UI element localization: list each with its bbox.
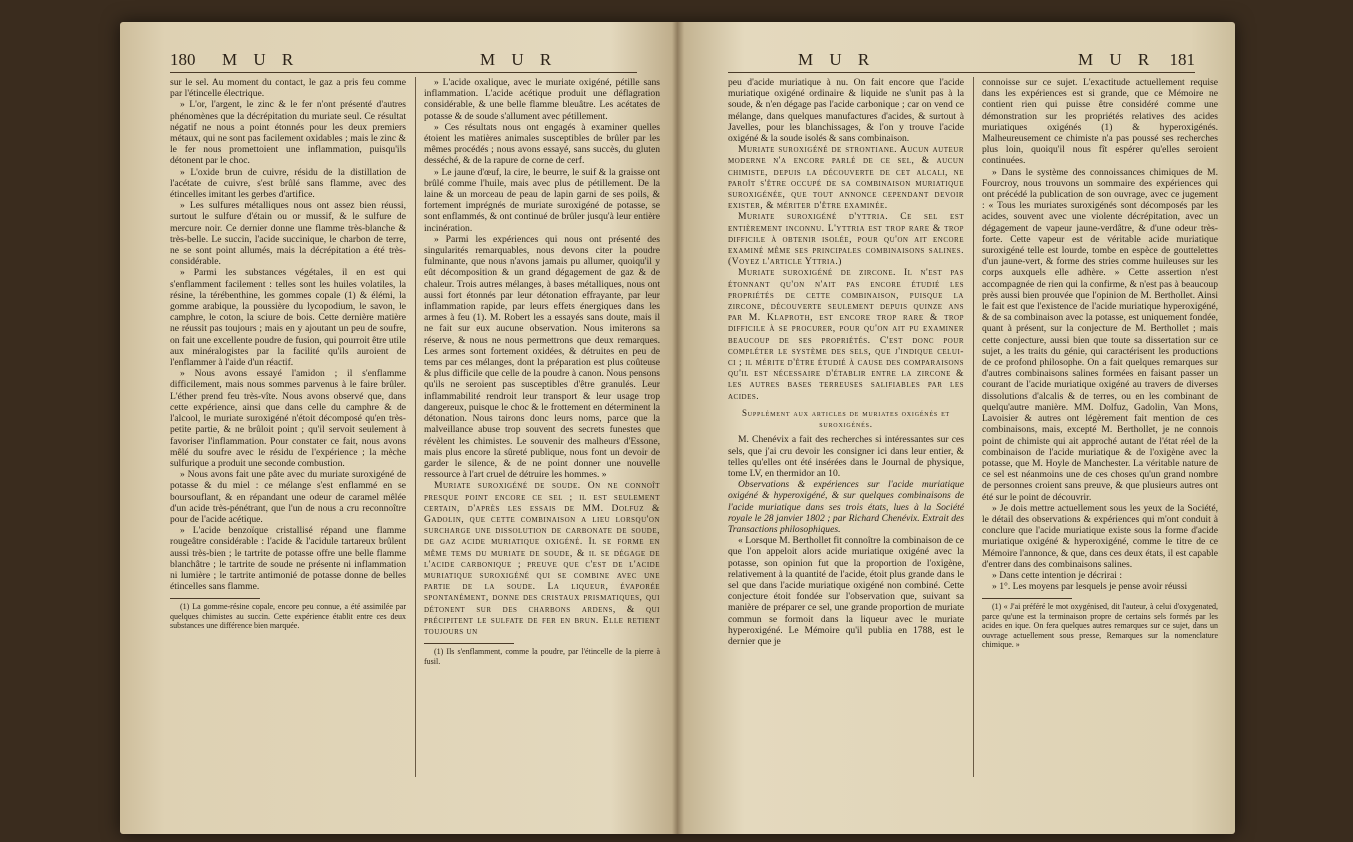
left-page-column-1: [170, 77, 406, 777]
paragraph: » Dans le système des connoissances chimiques de M. Fourcroy, nous trouvons un sommaire des expériences qui ont précédé la publication de son ouvrage, avec ce jugement : « Tous les muriates suroxigénés sont décomposés par les acides, souvent avec une violente décrépitation, avec un dégagement de vapeur jaune-verdâtre, & d'une odeur très-forte. Cette vapeur est de véritable acide muriatique suroxigéné telle est lourde, tombe en espèce de gouttelettes d'un jaune-vert, & forme des stries comme huileuses sur les corps auxquels elle adhère. » Cette assertion n'est accompagnée de rien qui la confirme, & n'est pas à beaucoup près aussi bien prouvée que l'opinion de M. Berthollet. Ainsi le fait est que l'existence de l'acide muriatique hyperoxigéné, & de sa combinaison avec la potasse, est uniquement fondée, quant à présent, sur la conjecture de M. Berthollet ; mais cette conjecture, aussi bien que toute sa dissertation sur ce sujet, a les traits du génie, qui caractérisent les productions de ce profond philosophe. On a fait quelques remarques sur d'autres combinaisons salines formées en faisant passer un courant de l'acide muriatique oxigéné au travers de diverses dissolutions d'alcalis & de terres, ou en les combinant de quelqu'autre manière. MM. Dolfuz, Gadolin, Van Mons, Lavoisier & autres ont légèrement fait mention de ces combinaisons, mais, excepté M. Berthollet, je ne connois point de chimiste qui ait approché autant de l'état réel de la combinaison de l'acide muriatique & de l'oxigène avec la potasse, que M. Hoyle de Manchester. La véritable nature de ce sel est néanmoins une de ces choses qu'un grand nombre de personnes croient sans preuve, & que plusieurs autres ont été sur le point de découvrir.: [982, 166, 1218, 503]
footnote-rule: [982, 598, 1072, 599]
left-page-header: [170, 50, 637, 72]
footnote: (1) Ils s'enflamment, comme la poudre, par l'étincelle de la pierre à fusil.: [424, 647, 660, 666]
section-title: Supplément aux articles de muriates oxigénés et suroxigénés.: [741, 407, 951, 430]
left-page-column-2: [415, 77, 660, 777]
page-number: 181: [1169, 50, 1195, 69]
paragraph: Observations & expériences sur l'acide muriatique oxigéné & hyperoxigéné, & sur quelques combinaisons de l'acide muriatique dans ses trois états, lues à la Société royale le 28 janvier 1802 ; par Richard Chenévix. Extrait des Transactions philosophiques.: [728, 479, 964, 535]
paragraph: connoisse sur ce sujet. L'exactitude actuellement requise dans les expériences est si grande, que ce Mémoire ne contient rien qui puisse être considéré comme une démonstration sur les propriétés relatives des acides muriatiques oxigénés (1) & hyperoxigénés. Malheureusement ce chimiste n'a pas poussé ses recherches plus loin, quoiqu'il nous fît espérer qu'elles seroient continuées.: [982, 77, 1218, 167]
paragraph: » Dans cette intention je décrirai :: [992, 569, 1122, 581]
paragraph: » L'or, l'argent, le zinc & le fer n'ont présenté d'autres phénomènes que la décrépitation du muriate seul. Ce résultat négatif ne nous a point étonnés pour les deux premiers métaux, qui ne sont pas facilement oxidables ; mais le zinc & le fer nous promettoient une inflammation, puisqu'ils détonent par le choc.: [170, 99, 406, 167]
left-page: [120, 22, 677, 834]
paragraph: » Je dois mettre actuellement sous les yeux de la Société, le détail des observations & expériences qui m'ont conduit à conclure que l'acide muriatique existe sous la forme d'acide muriatique oxigéné & hyperoxigéné, comme le titre de ce Mémoire l'annonce, & que, dans ces deux états, il est capable d'entrer dans des combinaisons salines.: [982, 502, 1218, 570]
header-rule: [170, 72, 637, 73]
running-title: M U R: [1078, 50, 1156, 69]
paragraph: » Ces résultats nous ont engagés à examiner quelles étoient les matières animales susceptibles de brûler par les mêmes procédés ; nous avons essayé, sans succès, du gluten desséché, & de la rapure de corne de cerf.: [424, 121, 660, 167]
entry-paragraph: Muriate suroxigéné d'yttria. Ce sel est entièrement inconnu. L'yttria est trop rare & trop difficile à obtenir isolée, pour qu'on ait encore examiné même ses principales combinaisons salines. (Voyez l'article Yttria.): [728, 211, 964, 268]
paragraph: » L'acide benzoïque cristallisé répand une flamme rougeâtre considérable : l'acide & l'acidule tartareux brûlent aussi très-bien ; le tartrite de potasse offre une belle flamme blanchâtre ; le tartrite de soude ne présente ni inflammation ni lumière ; le tartrite antimonié de potasse donne de belles étincelles sans flamme.: [170, 525, 406, 593]
right-page: [678, 22, 1235, 834]
entry-paragraph: Muriate suroxigéné de soude. On ne connoît presque point encore ce sel ; il est seulement certain, d'après les essais de MM. Dolfuz & Gadolin, que cette combinaison a lieu lorsqu'on surcharge une dissolution de carbonate de soude, de gaz acide muriatique oxigéné. Il se forme en même tems du muriate de soude, & il se dégage de l'acide carbonique ; preuve que c'est de l'acide muriatique suroxigéné qui se combine avec une partie de la soude. La liqueur, évaporée spontanément, donne des cristaux prismatiques, qui détonent sur des charbons ardens, & qui précipitent le sulfate de fer en brun. Elle retient toujours un: [424, 480, 660, 637]
paragraph: » 1°. Les moyens par lesquels je pense avoir réussi: [992, 581, 1188, 593]
running-title: M U R: [222, 50, 300, 69]
entry-paragraph: Muriate suroxigéné de zircone. Il n'est pas étonnant qu'on n'ait pas encore étudié les propriétés de cette combinaison, puisque la zircone, découverte seulement depuis quinze ans par M. Klaproth, est encore trop rare & trop difficile à se procurer, pour qu'on ait pu examiner beaucoup de ses propriétés. C'est donc pour compléter le système des sels, que j'indique celui-ci ; il mérite d'être étudié à cause des comparaisons qu'il est nécessaire d'établir entre la zircone & les autres bases terreuses salifiables par les acides.: [728, 267, 964, 402]
paragraph: » Nous avons essayé l'amidon ; il s'enflamme difficilement, mais nous sommes parvenus à le faire brûler. L'éther prend feu très-vîte. Nous avons observé que, dans cette expérience, ainsi que dans celle du camphre & de l'alcool, le muriate suroxigéné n'étoit décomposé qu'en très-petite partie, & ne brûloit point ; qu'il servoit seulement à favoriser l'inflammation. Pour constater ce fait, nous avons mêlé du soufre avec le résidu de l'expérience ; la mèche sulfurique a produit une seconde combustion.: [170, 368, 406, 469]
paragraph: « Lorsque M. Berthollet fit connoître la combinaison de ce que l'on appeloit alors acide muriatique oxigéné avec la potasse, son opinion fut que la proportion de l'oxigène, relativement à la quantité de l'acide, étoit plus grande dans le sel que dans l'acide muriatique oxigéné non combiné. Cette conjecture étoit fondée sur l'observation que, suivant sa manière de préparer ce sel, une grande proportion de muriate commun se formoit dans la liqueur avec le muriate hyperoxigéné. Le Mémoire qu'il publia en 1788, est le dernier que je: [728, 535, 964, 647]
footnote-rule: [424, 643, 514, 644]
paragraph: » Les sulfures métalliques nous ont assez bien réussi, surtout le sulfure d'étain ou or mussif, & le sulfure de mercure noir. Ce dernier donne une flamme très-blanche & très-belle. Le succin, l'acide succinique, le charbon de terre, ne se sont point allumés, mais la décrépitation a été très-considérable.: [170, 200, 406, 268]
right-page-column-1: [728, 77, 964, 777]
paragraph: peu d'acide muriatique à nu. On fait encore que l'acide muriatique oxigéné ordinaire & liquide ne s'unit pas à la soude, & n'en dégage pas l'acide carbonique ; car on vend ce mélange, dans quelques manufactures d'acides, & surtout à Javelles, pour les blanchissages, & l'on y trouve l'acide oxigéné & la soude isolés & sans combinaison.: [728, 77, 964, 145]
paragraph: » Parmi les substances végétales, il en est qui s'enflamment facilement : telles sont les huiles volatiles, la résine, la térébenthine, les gommes copale (1) & élémi, la gomme arabique, la poussière du lycopodium, le savon, le camphre, le coton, la sciure de bois. Cette dernière matière ne réussit pas toujours ; mais en y ajoutant un peu de soufre, on fait une excellente poudre de fusion, qui pourroit être utile aux minéralogistes par la facilité qu'ils auroient de l'enflammer à l'aide d'un réactif.: [170, 267, 406, 369]
running-title: M U R: [798, 50, 876, 69]
book-spread: [120, 22, 1235, 834]
page-number: 180: [170, 50, 196, 69]
paragraph: sur le sel. Au moment du contact, le gaz a pris feu comme par l'étincelle électrique.: [170, 77, 406, 100]
entry-paragraph: Muriate suroxigéné de strontiane. Aucun auteur moderne n'a encore parlé de ce sel, & aucun chimiste, depuis la découverte de cet alcali, ne paroît s'être occupé de sa combinaison muriatique suroxigénée, que tout annonce cependant devoir exister, & mériter d'être examinée.: [728, 144, 964, 212]
paragraph: » L'acide oxalique, avec le muriate oxigéné, pétille sans inflammation. L'acide acétique produit une déflagration considérable, & une belle flamme bleuâtre. Les acétates de potasse & de soude s'allument avec pétillement.: [424, 77, 660, 122]
footnote-rule: [170, 598, 260, 599]
running-title: M U R: [480, 50, 558, 69]
paragraph: » Parmi les expériences qui nous ont présenté des singularités remarquables, nous devons citer la poudre fulminante, que nous n'avons jamais pu allumer, quoiqu'il y eût décomposition & un grand dégagement de gaz & de chaleur. Trois autres mélanges, à bases métalliques, nous ont aussi fort étonnés par leur détonation effrayante, par leur inflammation rapide, par leurs effets énergiques dans les armes à feu (1). M. Robert les a essayés sans doute, mais il ne fait sur eux aucune observation. Nous imiterons sa réserve, & nous ne nous permettrons que deux remarques. Les armes sont fortement oxidées, & détruites en peu de tems par ces mélanges, dont la préparation est plus coûteuse & plus difficile que celle de la poudre à canon. Nous pensons qu'ils ne seroient pas susceptibles d'être granulés. Leur inflammabilité rendroit leur transport & leur usage trop dangereux, puisque le choc & le frottement en déterminent la détonation. Nous tairons donc leurs noms, parce que la malveillance abuse trop souvent des secrets funestes que révèlent les chimistes. Le souvenir des malheurs d'Essone, mais plus encore la sûreté publique, nous font un devoir de garder le silence, & de ne point donner une nouvelle ressource à l'art cruel de détruire les hommes. »: [424, 233, 660, 481]
right-page-column-2: [973, 77, 1218, 777]
paragraph: » Nous avons fait une pâte avec du muriate suroxigéné de potasse & du miel : ce mélange s'est enflammé en se boursouflant, & en répandant une odeur de caramel mêlée d'un acide très-pénétrant, que l'un de nous a cru reconnoître pour de l'acide acétique.: [170, 469, 406, 525]
footnote: (1) « J'ai préféré le mot oxygénised, dit l'auteur, à celui d'oxygenated, parce qu'une est la terminaison propre de certains sels formés par les acides en ique. On fera quelques autres remarques sur ce sujet, dans un ouvrage actuellement sous presse, Remarques sur la nomenclature chimique. »: [982, 602, 1218, 649]
paragraph: » L'oxide brun de cuivre, résidu de la distillation de l'acétate de cuivre, s'est brûlé sans flamme, avec des étincelles imitant les gerbes d'artifice.: [170, 166, 406, 201]
right-page-header: [728, 50, 1195, 72]
header-rule: [728, 72, 1195, 73]
paragraph: » Le jaune d'œuf, la cire, le beurre, le suif & la graisse ont brûlé comme l'huile, mais avec plus de pétillement. De la laine & un morceau de peau de lapin garni de ses poils, & fortement imprégnés de muriate suroxigéné de potasse, se sont enflammés, & ont continué de brûler jusqu'à leur entière incinération.: [424, 166, 660, 234]
footnote: (1) La gomme-résine copale, encore peu connue, a été assimilée par quelques chimistes au succin. Cette expérience établit entre ces deux substances une différence bien marquée.: [170, 602, 406, 631]
paragraph: M. Chenévix a fait des recherches si intéressantes sur ces sels, que j'ai cru devoir les consigner ici dans leur entier, & telles qu'elles ont été insérées dans le Journal de physique, tome LV, en thermidor an 10.: [728, 434, 964, 479]
